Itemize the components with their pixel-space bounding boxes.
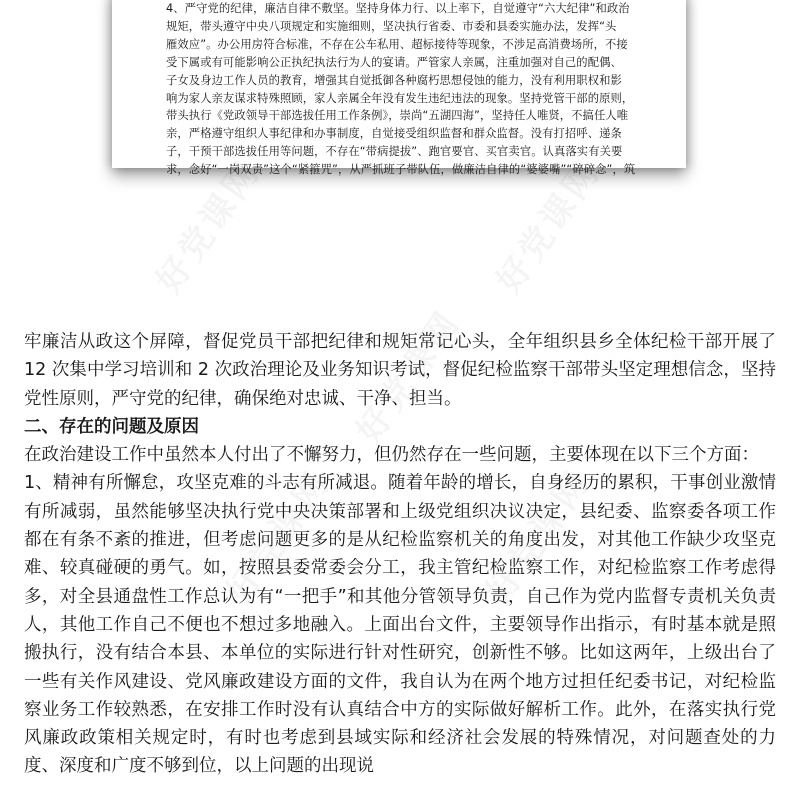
paragraph: 牢廉洁从政这个屏障，督促党员干部把纪律和规矩常记心头，全年组织县乡全体纪检干部开展了 12 次集中学习培训和 2 次政治理论及业务知识考试，督促纪检监察干部带头坚定理想信念，坚持党性原则，严守党的纪律，确保绝对忠诚、干净、担当。 [24,332,776,409]
preview-line: 亲，严格遵守组织人事纪律和办事制度，自觉接受组织监督和群众监督。没有打招呼、递条 [166,127,622,141]
preview-line: 雁效应”。办公用房符合标准，不存在公车私用、超标接待等现象，不涉足高消费场所，不接 [166,37,628,51]
embedded-document-preview [112,0,686,177]
preview-line: 求，念好“一岗双责”这个“紧箍咒”，从严抓班子带队伍，做廉洁自律的“婆婆嘴”“碎碎念”，筑 [166,163,636,177]
preview-line: 受下属或有可能影响公正执纪执法行为人的宴请。严管家人亲属，注重加强对自己的配偶、 [166,55,622,69]
section-heading: 二、存在的问题及原因 [24,416,199,437]
preview-line: 规矩，带头遵守中央八项规定和实施细则，坚决执行省委、市委和县委实施办法，发挥“头 [166,19,617,33]
preview-line: 带头执行《党政领导干部选拔任用工作条例》，崇尚“五湖四海”，坚持任人唯贤，不搞任人唯 [166,109,629,123]
document-body [24,328,776,781]
paragraph: 在政治建设工作中虽然本人付出了不懈努力，但仍然存在一些问题，主要体现在以下三个方面： [24,445,759,466]
preview-line: 子女及身边工作人员的教育，增强其自觉抵御各种腐朽思想侵蚀的能力，没有利用职权和影 [166,73,622,87]
preview-line: 响为家人亲友谋求特殊照顾，家人亲属全年没有发生违纪违法的现象。坚持党管干部的原则， [166,91,634,105]
paragraph: 1、精神有所懈怠，攻坚克难的斗志有所减退。随着年龄的增长，自身经历的累积，干事创业激情有所减弱，虽然能够坚决执行党中央决策部署和上级党组织决议决定，县纪委、监察委各项工作都在有条不紊的推进，但考虑问题更多的是从纪检监察机关的角度出发，对其他工作缺少攻坚克难、较真碰硬的勇气。如，按照县委常委会分工，我主管纪检监察工作，对纪检监察工作考虑得多，对全县通盘性工作总认为有“一把手”和其他分管领导负责，自己作为党内监督专责机关负责人，其他工作自己不便也不想过多地融入。上面出台文件，主要领导作出指示，有时基本就是照搬执行，没有结合本县、本单位的实际进行针对性研究，创新性不够。比如这两年，上级出台了一些有关作风建设、党风廉政建设方面的文件，我自认为在两个地方过担任纪委书记，对纪检监察业务工作较熟悉，在安排工作时没有认真结合中方的实际做好解析工作。此外，在落实执行党风廉政政策相关规定时，有时也考虑到县域实际和经济社会发展的特殊情况，对问题查处的力度、深度和广度不够到位，以上问题的出现说 [24,473,776,777]
preview-line: 子，干预干部选拔任用等问题，不存在“带病提拔”、跑官要官、买官卖官。认真落实有关要 [166,145,623,159]
preview-line: 4、严守党的纪律，廉洁自律不敷坚。坚持身体力行、以上率下，自觉遵守“六大纪律”和政治 [166,2,630,15]
preview-text [166,0,636,179]
